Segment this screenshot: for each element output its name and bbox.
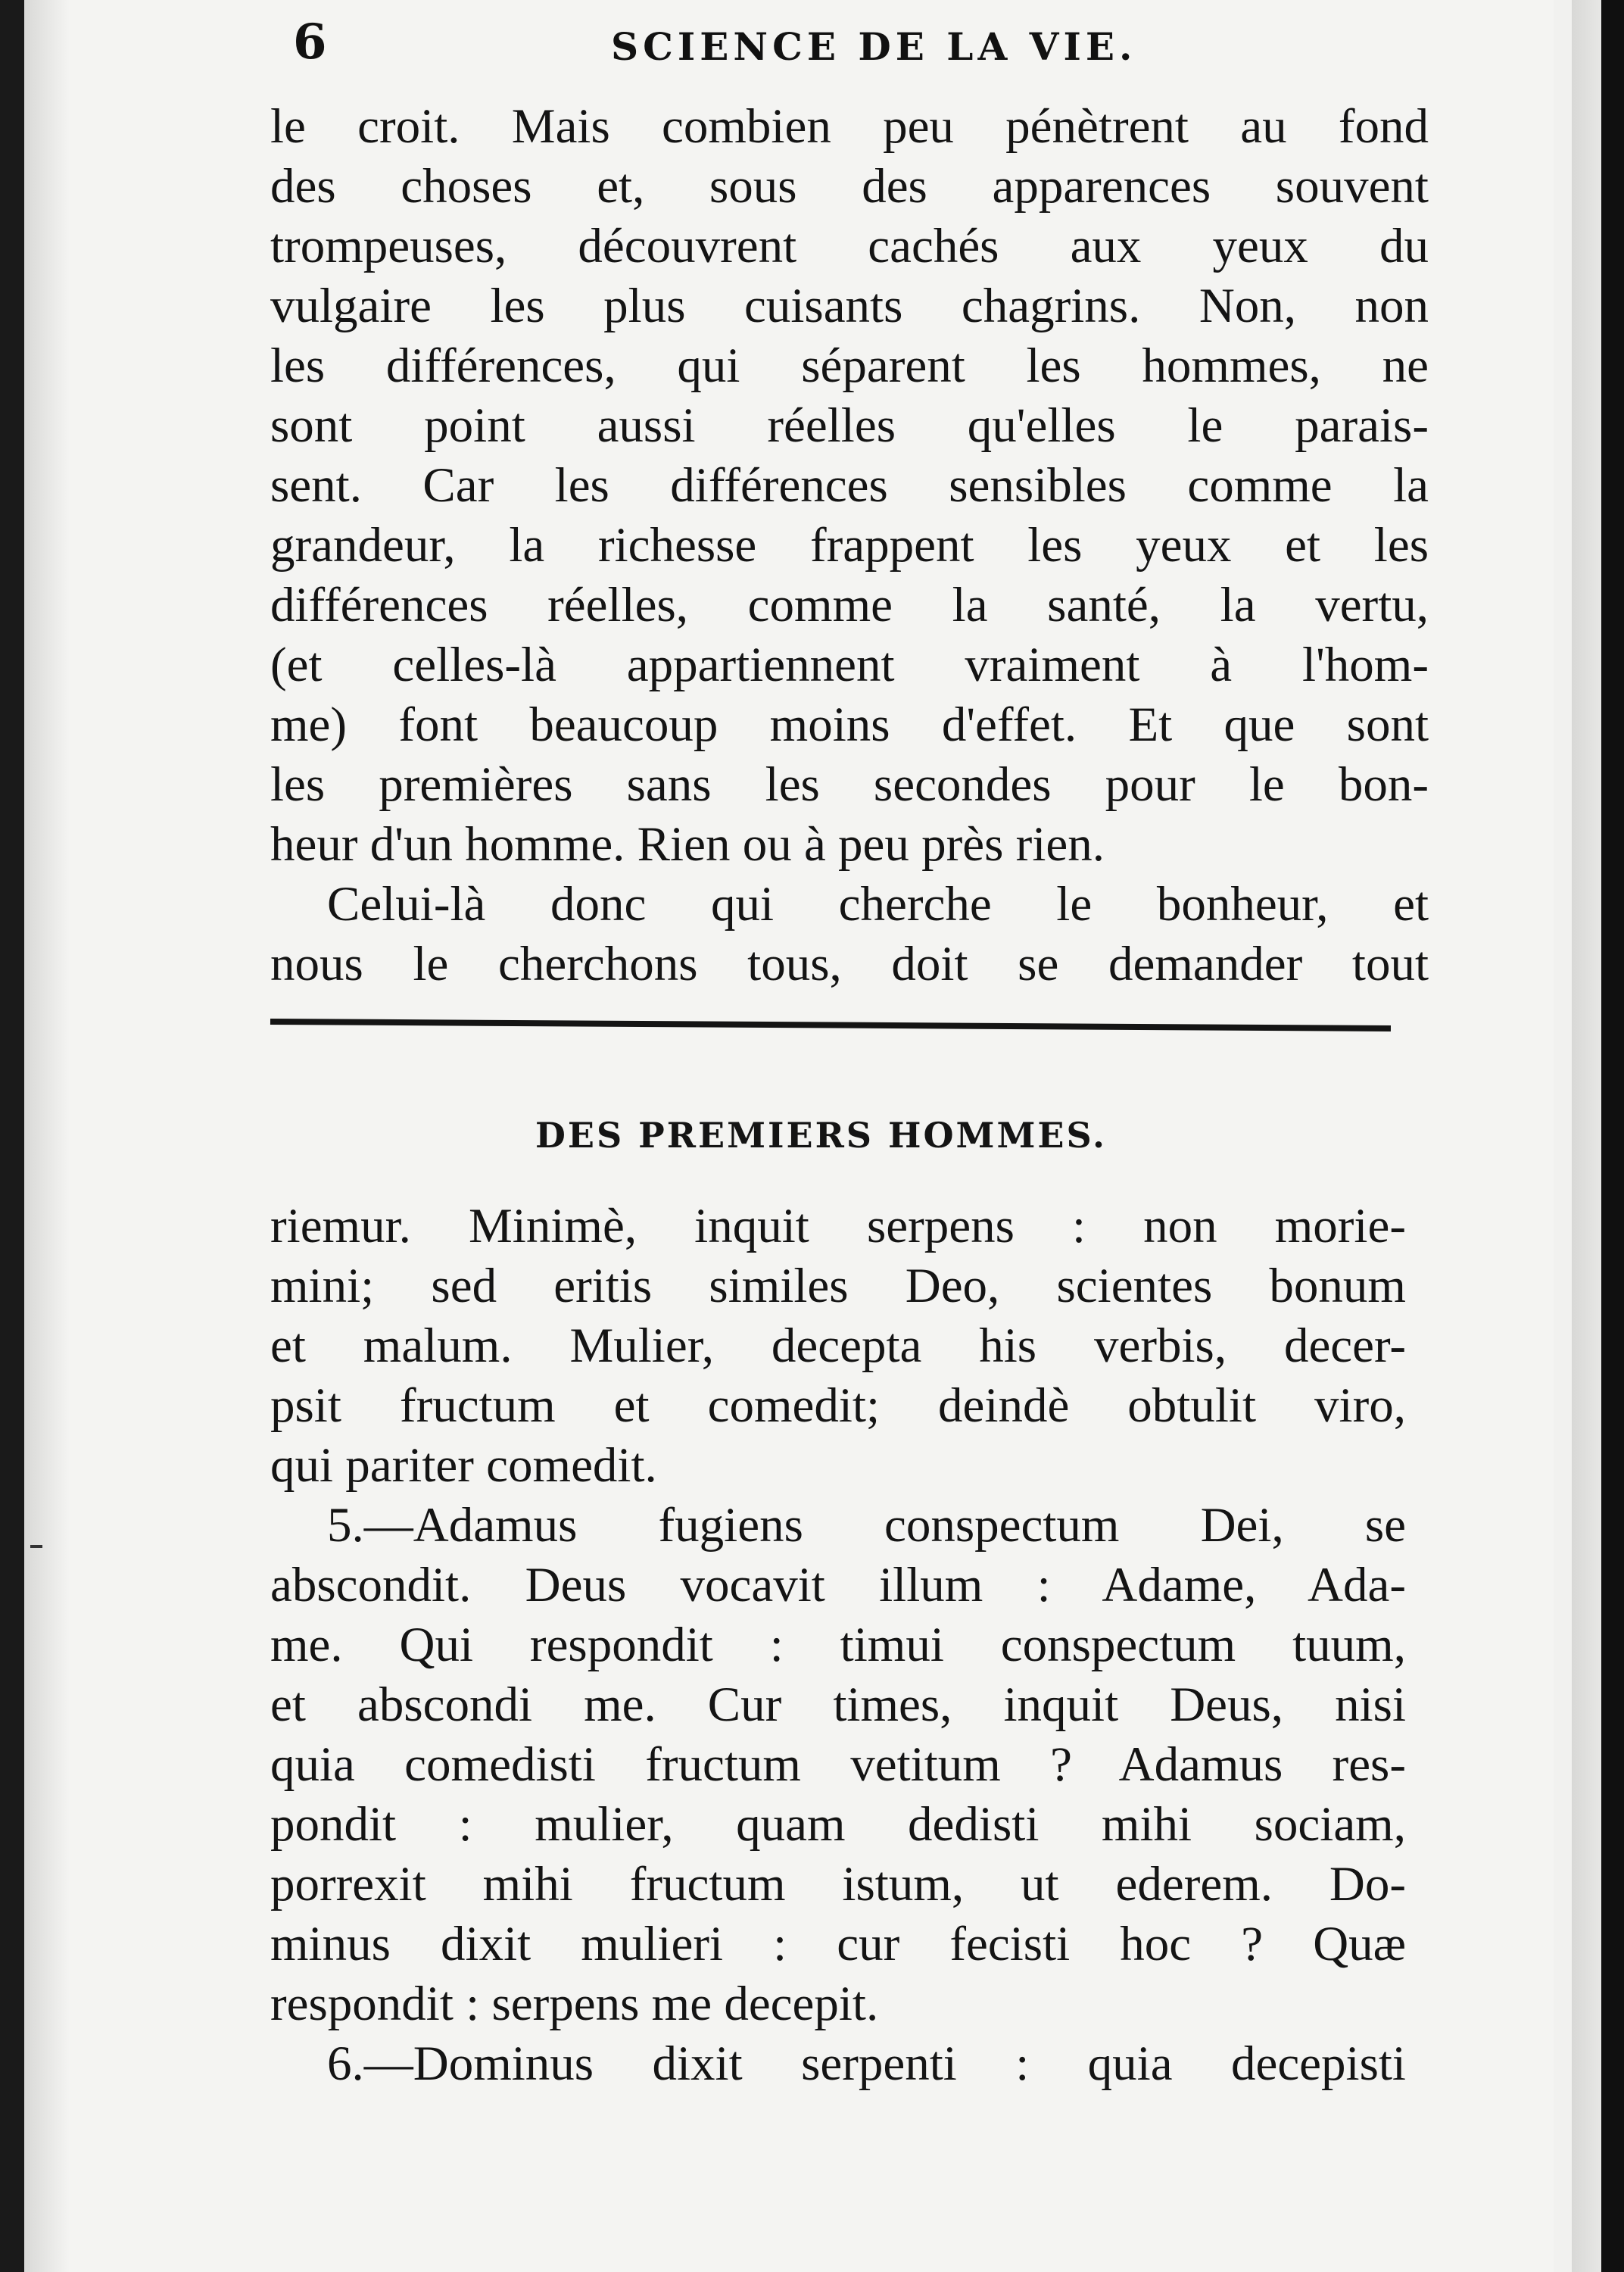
text-line: psit fructum et comedit; deindè obtulit viro, (270, 1378, 1406, 1433)
margin-mark (30, 1545, 42, 1548)
text-line: porrexit mihi fructum istum, ut ederem. Do- (270, 1857, 1406, 1912)
text-line: sont point aussi réelles qu'elles le parais- (270, 398, 1429, 453)
text-line: sent. Car les différences sensibles comme la (270, 458, 1429, 513)
paragraph-first-line: 5.—Adamus fugiens conspectum Dei, se (327, 1498, 1406, 1553)
lower-text-block (270, 1197, 1406, 2094)
page-number: 6 (293, 14, 327, 70)
text-line: les différences, qui séparent les hommes, ne (270, 339, 1429, 393)
paragraph-first-line: Celui-là donc qui cherche le bonheur, et (327, 877, 1429, 932)
section-divider-rule (270, 1019, 1391, 1031)
text-line: et malum. Mulier, decepta his verbis, decer- (270, 1319, 1406, 1373)
text-line: respondit : serpens me decepit. (270, 1977, 879, 2031)
section-heading: DES PREMIERS HOMMES. (535, 1115, 1108, 1156)
paragraph-first-line: 6.—Dominus dixit serpenti : quia decepisti (327, 2036, 1406, 2091)
text-line: différences réelles, comme la santé, la vertu, (270, 578, 1429, 632)
text-line: abscondit. Deus vocavit illum : Adame, Ada- (270, 1558, 1406, 1612)
text-line: des choses et, sous des apparences souvent (270, 159, 1429, 214)
running-head-title: SCIENCE DE LA VIE. (611, 24, 1137, 69)
text-line: riemur. Minimè, inquit serpens : non morie- (270, 1199, 1406, 1253)
text-line: vulgaire les plus cuisants chagrins. Non, non (270, 279, 1429, 333)
upper-text-block (270, 97, 1429, 994)
text-line: grandeur, la richesse frappent les yeux et les (270, 518, 1429, 573)
text-line: (et celles-là appartiennent vraiment à l'hom- (270, 638, 1429, 692)
text-line: me. Qui respondit : timui conspectum tuum, (270, 1618, 1406, 1672)
text-line: heur d'un homme. Rien ou à peu près rien. (270, 817, 1105, 872)
text-line: mini; sed eritis similes Deo, scientes bonum (270, 1259, 1406, 1313)
text-line: nous le cherchons tous, doit se demander tout (270, 937, 1429, 991)
text-line: le croit. Mais combien peu pénètrent au fond (270, 99, 1429, 154)
text-line: minus dixit mulieri : cur fecisti hoc ? Quæ (270, 1917, 1406, 1971)
page-left-margin (24, 0, 77, 2272)
text-line: quia comedisti fructum vetitum ? Adamus res- (270, 1737, 1406, 1792)
text-line: qui pariter comedit. (270, 1438, 657, 1493)
text-line: trompeuses, découvrent cachés aux yeux du (270, 219, 1429, 273)
running-head (293, 14, 1504, 82)
scan-dark-border (1601, 0, 1624, 2272)
text-line: et abscondi me. Cur times, inquit Deus, nisi (270, 1677, 1406, 1732)
text-line: pondit : mulier, quam dedisti mihi sociam, (270, 1797, 1406, 1852)
text-line: me) font beaucoup moins d'effet. Et que sont (270, 698, 1429, 752)
book-page (24, 0, 1554, 2272)
page-gutter (1554, 0, 1572, 2272)
text-line: les premières sans les secondes pour le bon- (270, 757, 1429, 812)
